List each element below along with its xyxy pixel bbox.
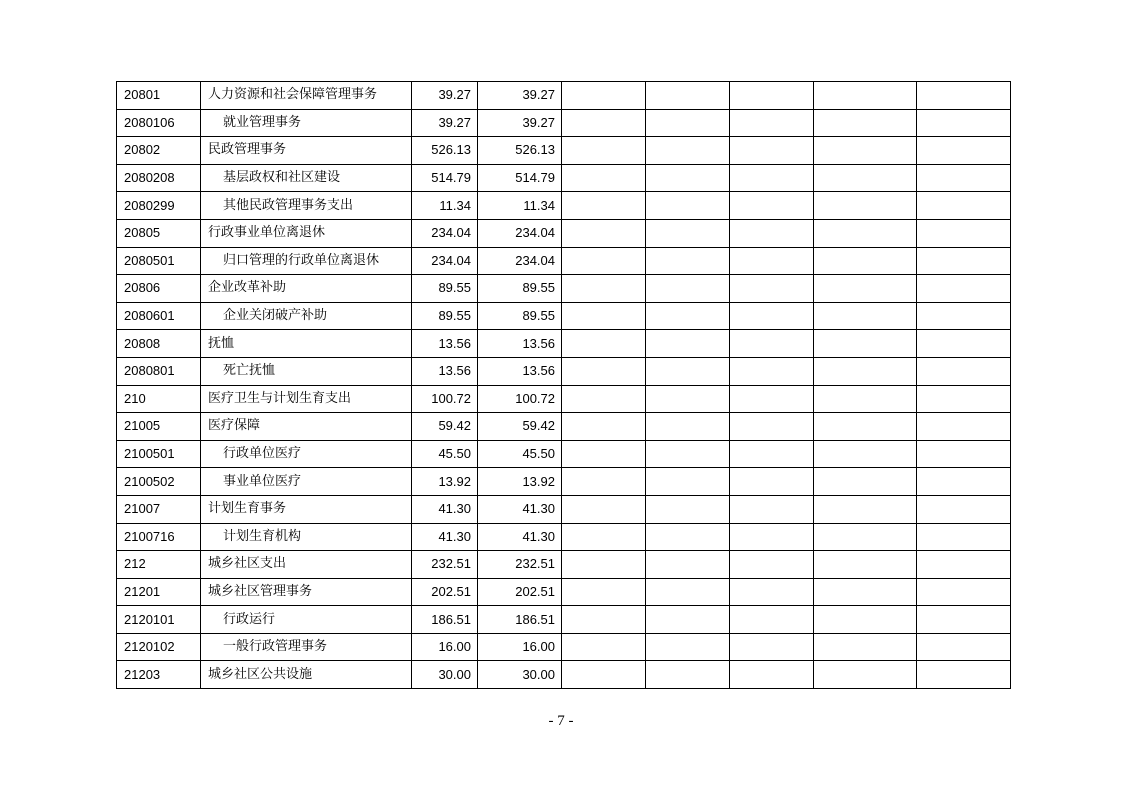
- empty-cell: [562, 495, 646, 523]
- amount-total-cell: 234.04: [412, 247, 478, 275]
- empty-cell: [917, 385, 1011, 413]
- empty-cell: [730, 164, 814, 192]
- empty-cell: [646, 440, 730, 468]
- item-name-cell: 事业单位医疗: [201, 468, 412, 496]
- budget-table: [116, 81, 1011, 689]
- table-row: [117, 606, 1011, 634]
- empty-cell: [917, 219, 1011, 247]
- table-row: [117, 661, 1011, 689]
- empty-cell: [646, 357, 730, 385]
- empty-cell: [917, 330, 1011, 358]
- empty-cell: [646, 302, 730, 330]
- empty-cell: [917, 495, 1011, 523]
- code-cell: 20806: [117, 275, 201, 303]
- amount-total-cell: 13.56: [412, 330, 478, 358]
- empty-cell: [646, 330, 730, 358]
- empty-cell: [730, 413, 814, 441]
- empty-cell: [814, 578, 917, 606]
- table-row: [117, 633, 1011, 661]
- amount-total-cell: 526.13: [412, 137, 478, 165]
- code-cell: 2100716: [117, 523, 201, 551]
- empty-cell: [917, 578, 1011, 606]
- empty-cell: [562, 137, 646, 165]
- table-row: [117, 275, 1011, 303]
- amount-total-cell: 202.51: [412, 578, 478, 606]
- empty-cell: [562, 82, 646, 110]
- code-cell: 2100501: [117, 440, 201, 468]
- amount-basic-cell: 13.56: [478, 357, 562, 385]
- empty-cell: [730, 247, 814, 275]
- empty-cell: [562, 385, 646, 413]
- empty-cell: [730, 219, 814, 247]
- item-name-cell: 计划生育事务: [201, 495, 412, 523]
- table-row: [117, 578, 1011, 606]
- item-name-cell: 城乡社区公共设施: [201, 661, 412, 689]
- empty-cell: [917, 109, 1011, 137]
- empty-cell: [814, 357, 917, 385]
- code-cell: 20802: [117, 137, 201, 165]
- empty-cell: [562, 551, 646, 579]
- empty-cell: [814, 606, 917, 634]
- empty-cell: [646, 661, 730, 689]
- empty-cell: [917, 523, 1011, 551]
- code-cell: 21201: [117, 578, 201, 606]
- table-row: [117, 468, 1011, 496]
- empty-cell: [730, 578, 814, 606]
- empty-cell: [562, 468, 646, 496]
- table-row: [117, 109, 1011, 137]
- amount-basic-cell: 59.42: [478, 413, 562, 441]
- empty-cell: [814, 440, 917, 468]
- empty-cell: [562, 164, 646, 192]
- empty-cell: [730, 551, 814, 579]
- amount-basic-cell: 11.34: [478, 192, 562, 220]
- table-row: [117, 413, 1011, 441]
- item-name-cell: 计划生育机构: [201, 523, 412, 551]
- code-cell: 212: [117, 551, 201, 579]
- empty-cell: [814, 82, 917, 110]
- amount-basic-cell: 39.27: [478, 109, 562, 137]
- empty-cell: [562, 330, 646, 358]
- empty-cell: [562, 192, 646, 220]
- item-name-cell: 死亡抚恤: [201, 357, 412, 385]
- empty-cell: [814, 302, 917, 330]
- empty-cell: [562, 523, 646, 551]
- empty-cell: [562, 302, 646, 330]
- empty-cell: [814, 219, 917, 247]
- table-row: [117, 82, 1011, 110]
- empty-cell: [917, 302, 1011, 330]
- table-row: [117, 551, 1011, 579]
- item-name-cell: 人力资源和社会保障管理事务: [201, 82, 412, 110]
- empty-cell: [646, 109, 730, 137]
- empty-cell: [562, 275, 646, 303]
- empty-cell: [562, 633, 646, 661]
- code-cell: 210: [117, 385, 201, 413]
- item-name-cell: 医疗保障: [201, 413, 412, 441]
- empty-cell: [646, 413, 730, 441]
- empty-cell: [917, 413, 1011, 441]
- empty-cell: [917, 82, 1011, 110]
- empty-cell: [917, 164, 1011, 192]
- empty-cell: [730, 192, 814, 220]
- amount-basic-cell: 234.04: [478, 219, 562, 247]
- empty-cell: [730, 357, 814, 385]
- empty-cell: [730, 275, 814, 303]
- amount-basic-cell: 89.55: [478, 275, 562, 303]
- amount-total-cell: 234.04: [412, 219, 478, 247]
- amount-total-cell: 514.79: [412, 164, 478, 192]
- code-cell: 20808: [117, 330, 201, 358]
- empty-cell: [730, 82, 814, 110]
- empty-cell: [917, 192, 1011, 220]
- code-cell: 2080208: [117, 164, 201, 192]
- amount-basic-cell: 202.51: [478, 578, 562, 606]
- empty-cell: [814, 247, 917, 275]
- item-name-cell: 一般行政管理事务: [201, 633, 412, 661]
- table-row: [117, 385, 1011, 413]
- amount-total-cell: 59.42: [412, 413, 478, 441]
- code-cell: 2080601: [117, 302, 201, 330]
- table-row: [117, 219, 1011, 247]
- empty-cell: [730, 661, 814, 689]
- empty-cell: [646, 247, 730, 275]
- empty-cell: [814, 192, 917, 220]
- empty-cell: [646, 578, 730, 606]
- empty-cell: [562, 247, 646, 275]
- empty-cell: [917, 468, 1011, 496]
- item-name-cell: 企业关闭破产补助: [201, 302, 412, 330]
- empty-cell: [730, 330, 814, 358]
- amount-total-cell: 232.51: [412, 551, 478, 579]
- table-row: [117, 495, 1011, 523]
- empty-cell: [730, 633, 814, 661]
- empty-cell: [562, 440, 646, 468]
- item-name-cell: 医疗卫生与计划生育支出: [201, 385, 412, 413]
- empty-cell: [730, 109, 814, 137]
- amount-basic-cell: 526.13: [478, 137, 562, 165]
- item-name-cell: 行政运行: [201, 606, 412, 634]
- empty-cell: [917, 551, 1011, 579]
- code-cell: 2080299: [117, 192, 201, 220]
- amount-total-cell: 41.30: [412, 523, 478, 551]
- amount-total-cell: 13.92: [412, 468, 478, 496]
- empty-cell: [646, 468, 730, 496]
- item-name-cell: 城乡社区管理事务: [201, 578, 412, 606]
- empty-cell: [917, 661, 1011, 689]
- code-cell: 21007: [117, 495, 201, 523]
- empty-cell: [730, 468, 814, 496]
- empty-cell: [917, 275, 1011, 303]
- empty-cell: [814, 661, 917, 689]
- code-cell: 2080501: [117, 247, 201, 275]
- empty-cell: [646, 137, 730, 165]
- amount-total-cell: 39.27: [412, 82, 478, 110]
- empty-cell: [562, 578, 646, 606]
- amount-basic-cell: 89.55: [478, 302, 562, 330]
- empty-cell: [814, 413, 917, 441]
- amount-total-cell: 11.34: [412, 192, 478, 220]
- empty-cell: [646, 275, 730, 303]
- empty-cell: [814, 468, 917, 496]
- code-cell: 20801: [117, 82, 201, 110]
- item-name-cell: 抚恤: [201, 330, 412, 358]
- amount-total-cell: 100.72: [412, 385, 478, 413]
- code-cell: 2080801: [117, 357, 201, 385]
- empty-cell: [814, 495, 917, 523]
- empty-cell: [730, 137, 814, 165]
- amount-basic-cell: 100.72: [478, 385, 562, 413]
- amount-total-cell: 16.00: [412, 633, 478, 661]
- empty-cell: [730, 495, 814, 523]
- table-row: [117, 523, 1011, 551]
- amount-basic-cell: 30.00: [478, 661, 562, 689]
- empty-cell: [814, 385, 917, 413]
- table-row: [117, 440, 1011, 468]
- empty-cell: [562, 357, 646, 385]
- budget-table-body: [117, 82, 1011, 689]
- amount-basic-cell: 16.00: [478, 633, 562, 661]
- amount-basic-cell: 13.92: [478, 468, 562, 496]
- empty-cell: [646, 606, 730, 634]
- table-row: [117, 330, 1011, 358]
- empty-cell: [814, 275, 917, 303]
- empty-cell: [814, 633, 917, 661]
- table-row: [117, 302, 1011, 330]
- empty-cell: [562, 606, 646, 634]
- amount-total-cell: 45.50: [412, 440, 478, 468]
- item-name-cell: 企业改革补助: [201, 275, 412, 303]
- empty-cell: [562, 413, 646, 441]
- code-cell: 20805: [117, 219, 201, 247]
- table-row: [117, 247, 1011, 275]
- empty-cell: [814, 330, 917, 358]
- item-name-cell: 基层政权和社区建设: [201, 164, 412, 192]
- page-number: - 7 -: [548, 713, 574, 729]
- item-name-cell: 归口管理的行政单位离退休: [201, 247, 412, 275]
- empty-cell: [917, 440, 1011, 468]
- amount-basic-cell: 39.27: [478, 82, 562, 110]
- amount-basic-cell: 186.51: [478, 606, 562, 634]
- empty-cell: [814, 164, 917, 192]
- table-row: [117, 357, 1011, 385]
- amount-basic-cell: 41.30: [478, 495, 562, 523]
- code-cell: 2080106: [117, 109, 201, 137]
- empty-cell: [730, 385, 814, 413]
- empty-cell: [814, 523, 917, 551]
- empty-cell: [562, 219, 646, 247]
- empty-cell: [646, 219, 730, 247]
- empty-cell: [814, 551, 917, 579]
- amount-basic-cell: 41.30: [478, 523, 562, 551]
- empty-cell: [917, 357, 1011, 385]
- code-cell: 2120102: [117, 633, 201, 661]
- item-name-cell: 城乡社区支出: [201, 551, 412, 579]
- item-name-cell: 行政事业单位离退休: [201, 219, 412, 247]
- amount-total-cell: 30.00: [412, 661, 478, 689]
- amount-total-cell: 41.30: [412, 495, 478, 523]
- empty-cell: [730, 523, 814, 551]
- amount-basic-cell: 13.56: [478, 330, 562, 358]
- table-row: [117, 164, 1011, 192]
- table-row: [117, 192, 1011, 220]
- table-row: [117, 137, 1011, 165]
- item-name-cell: 民政管理事务: [201, 137, 412, 165]
- empty-cell: [917, 247, 1011, 275]
- empty-cell: [917, 633, 1011, 661]
- empty-cell: [730, 440, 814, 468]
- empty-cell: [646, 523, 730, 551]
- empty-cell: [646, 385, 730, 413]
- code-cell: 21203: [117, 661, 201, 689]
- empty-cell: [646, 192, 730, 220]
- empty-cell: [646, 495, 730, 523]
- empty-cell: [730, 606, 814, 634]
- empty-cell: [646, 82, 730, 110]
- empty-cell: [917, 137, 1011, 165]
- amount-basic-cell: 514.79: [478, 164, 562, 192]
- amount-total-cell: 89.55: [412, 302, 478, 330]
- amount-total-cell: 13.56: [412, 357, 478, 385]
- amount-basic-cell: 234.04: [478, 247, 562, 275]
- empty-cell: [646, 633, 730, 661]
- empty-cell: [562, 109, 646, 137]
- amount-total-cell: 39.27: [412, 109, 478, 137]
- amount-basic-cell: 232.51: [478, 551, 562, 579]
- empty-cell: [917, 606, 1011, 634]
- amount-total-cell: 89.55: [412, 275, 478, 303]
- code-cell: 2120101: [117, 606, 201, 634]
- empty-cell: [814, 137, 917, 165]
- code-cell: 21005: [117, 413, 201, 441]
- empty-cell: [730, 302, 814, 330]
- item-name-cell: 就业管理事务: [201, 109, 412, 137]
- empty-cell: [646, 551, 730, 579]
- empty-cell: [646, 164, 730, 192]
- code-cell: 2100502: [117, 468, 201, 496]
- empty-cell: [562, 661, 646, 689]
- amount-total-cell: 186.51: [412, 606, 478, 634]
- item-name-cell: 行政单位医疗: [201, 440, 412, 468]
- empty-cell: [814, 109, 917, 137]
- amount-basic-cell: 45.50: [478, 440, 562, 468]
- item-name-cell: 其他民政管理事务支出: [201, 192, 412, 220]
